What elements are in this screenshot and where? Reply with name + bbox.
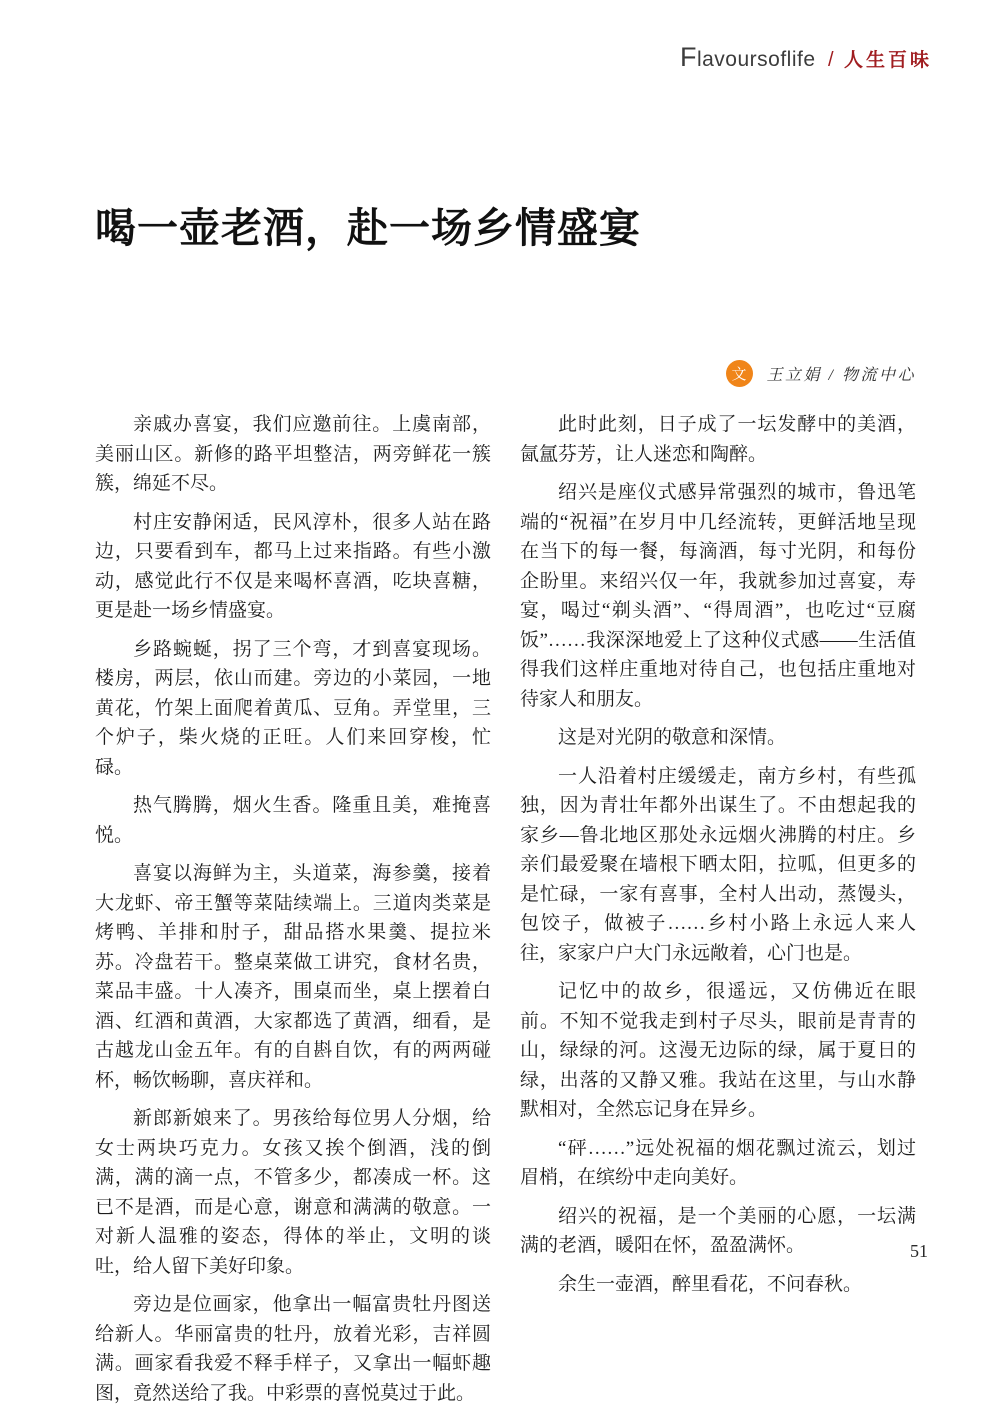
paragraph: 新郎新娘来了。男孩给每位男人分烟，给女士两块巧克力。女孩又挨个倒酒，浅的倒满，满的滴一点，不管多少，都凑成一杯。这已不是酒，而是心意，谢意和满满的敬意。一对新人温雅的姿态，得体的举止，文明的谈吐，给人留下美好印象。 (95, 1108, 491, 1277)
paragraph: 这是对光阴的敬意和深情。 (558, 727, 787, 748)
paragraph: 喜宴以海鲜为主，头道菜，海参羹，接着大龙虾、帝王蟹等菜陆续端上。三道肉类菜是烤鸭、羊排和肘子，甜品搭水果羹、提拉米苏。冷盘若干。整桌菜做工讲究，食材名贵，菜品丰盛。十人凑齐，围桌而坐，桌上摆着白酒、红酒和黄酒，大家都选了黄酒，细看，是古越龙山金五年。有的自斟自饮，有的两两碰杯，畅饮畅聊，喜庆祥和。 (95, 863, 491, 1091)
magazine-name: lavoursoflife (696, 48, 816, 71)
section-title: 人生百味 (843, 50, 932, 71)
paragraph: 一人沿着村庄缓缓走，南方乡村，有些孤独，因为青壮年都外出谋生了。不由想起我的家乡—鲁北地区那处永远烟火沸腾的村庄。乡亲们最爱聚在墙根下晒太阳，拉呱，但更多的是忙碌，一家有喜事，全村人出动，蒸馒头，包饺子，做被子……乡村小路上永远人来人往，家家户户大门永远敞着，心门也是。 (520, 765, 916, 964)
paragraph: 旁边是位画家，他拿出一幅富贵牡丹图送给新人。华丽富贵的牡丹，放着光彩，吉祥圆满。画家看我爱不释手样子，又拿出一幅虾趣图，竟然送给了我。中彩票的喜悦莫过于此。 (95, 1294, 491, 1404)
paragraph: 村庄安静闲适，民风淳朴，很多人站在路边，只要看到车，都马上过来指路。有些小激动，感觉此行不仅是来喝杯喜酒，吃块喜糖，更是赴一场乡情盛宴。 (95, 511, 491, 621)
paragraph: 乡路蜿蜒，拐了三个弯，才到喜宴现场。楼房，两层，依山而建。旁边的小菜园，一地黄花，竹架上面爬着黄瓜、豆角。弄堂里，三个炉子，柴火烧的正旺。人们来回穿梭，忙碌。 (95, 638, 491, 778)
paragraph: “砰……”远处祝福的烟花飘过流云，划过眉梢，在缤纷中走向美好。 (520, 1137, 916, 1188)
paragraph: 绍兴的祝福，是一个美丽的心愿，一坛满满的老酒，暖阳在怀，盈盈满怀。 (520, 1205, 916, 1256)
paragraph: 绍兴是座仪式感异常强烈的城市，鲁迅笔端的“祝福”在岁月中几经流转，更鲜活地呈现在当下的每一餐，每滴酒，每寸光阴，和每份企盼里。来绍兴仅一年，我就参加过喜宴，寿宴，喝过“剃头酒”、“得周酒”，也吃过“豆腐饭”……我深深地爱上了这种仪式感——生活值得我们这样庄重地对待自己，也包括庄重地对待家人和朋友。 (520, 482, 916, 710)
paragraph: 余生一壶酒，醉里看花，不问春秋。 (558, 1273, 863, 1295)
byline (726, 360, 916, 387)
article-left-column (95, 410, 491, 1417)
author-name: 王立娟 / 物流中心 (766, 367, 916, 384)
author-wen-icon: 文 (726, 360, 753, 387)
page-number: 51 (910, 1241, 928, 1261)
article-title: 喝一壶老酒，赴一场乡情盛宴 (95, 205, 641, 252)
header-separator: / (827, 49, 834, 71)
paragraph: 记忆中的故乡，很遥远，又仿佛近在眼前。不知不觉我走到村子尽头，眼前是青青的山，绿绿的河。这漫无边际的绿，属于夏日的绿，出落的又静又雅。我站在这里，与山水静默相对，全然忘记身在异乡。 (520, 981, 916, 1120)
article-right-column (520, 410, 916, 1308)
paragraph: 热气腾腾，烟火生香。隆重且美，难掩喜悦。 (95, 795, 491, 846)
magazine-header (680, 42, 932, 73)
paragraph: 亲戚办喜宴，我们应邀前往。上虞南部，美丽山区。新修的路平坦整洁，两旁鲜花一簇簇，绵延不尽。 (95, 414, 491, 494)
paragraph: 此时此刻，日子成了一坛发酵中的美酒，氤氲芬芳，让人迷恋和陶醉。 (520, 414, 916, 465)
magazine-name-initial: F (679, 42, 697, 72)
